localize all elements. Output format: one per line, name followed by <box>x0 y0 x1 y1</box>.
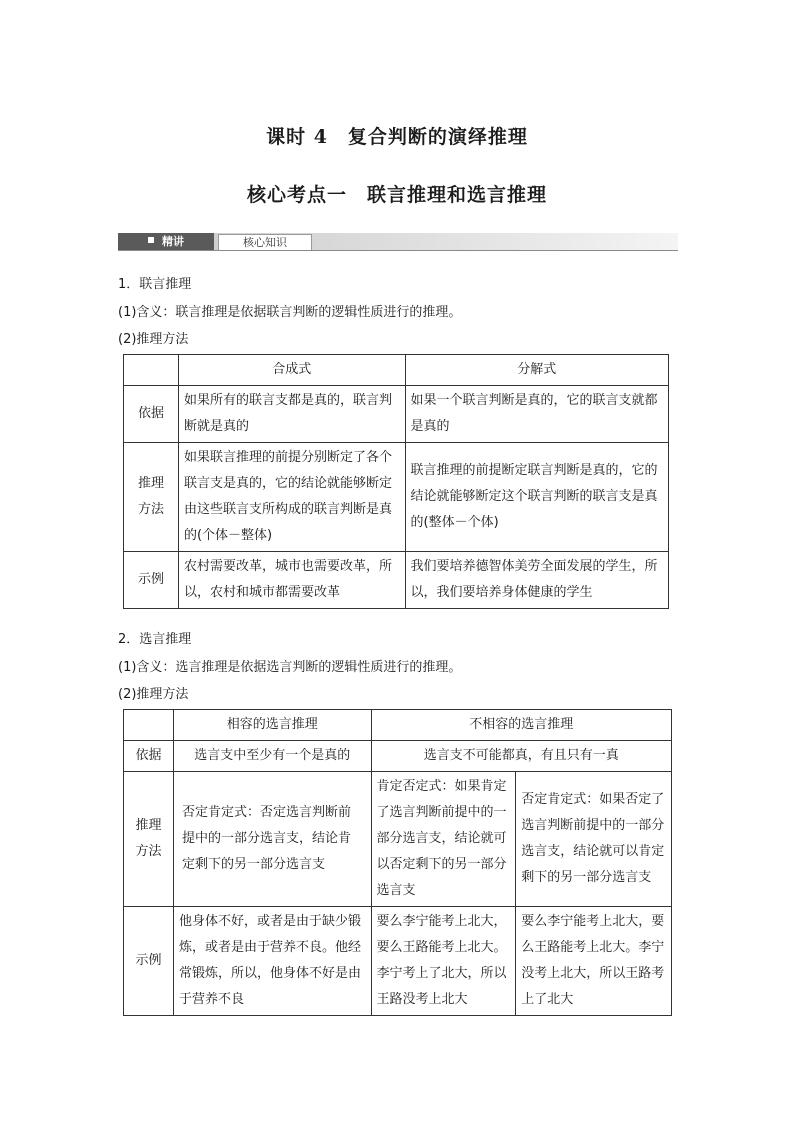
table-row <box>124 386 669 443</box>
table-cell: 选言支不可能都真，有且只有一真 <box>371 741 671 772</box>
row-label: 依据 <box>124 741 174 772</box>
table-corner-cell <box>124 710 174 741</box>
table-row <box>124 552 669 609</box>
lesson-title: 课时 4 复合判断的演绎推理 <box>266 126 528 148</box>
table-cell: 如果一个联言判断是真的，它的联言支就都是真的 <box>405 386 669 443</box>
section-banner <box>118 233 678 251</box>
table-cell: 否定肯定式：否定选言判断前提中的一部分选言支，结论肯定剩下的另一部分选言支 <box>173 772 371 907</box>
part2-definition: (1)含义：选言推理是依据选言判断的逻辑性质进行的推理。 <box>118 660 462 675</box>
banner-tag-lecture <box>118 233 214 251</box>
row-label: 推理方法 <box>124 772 174 907</box>
table-cell: 他身体不好，或者是由于缺少锻炼，或者是由于营养不良。他经常锻炼，所以，他身体不好是由于营养不良 <box>173 907 371 1016</box>
row-label: 示例 <box>124 552 179 609</box>
table-corner-cell <box>124 355 179 386</box>
table-cell: 如果所有的联言支都是真的，联言判断就是真的 <box>178 386 405 443</box>
table-row <box>124 772 672 907</box>
part2-heading: 2．选言推理 <box>118 632 192 647</box>
table-row <box>124 907 672 1016</box>
table-row <box>124 741 672 772</box>
part2-method-label: (2)推理方法 <box>118 687 189 702</box>
part1-definition: (1)含义：联言推理是依据联言判断的逻辑性质进行的推理。 <box>118 305 462 320</box>
banner-tag-core-knowledge: 核心知识 <box>218 234 312 251</box>
table-cell: 要么李宁能考上北大，要么王路能考上北大。李宁没考上北大，所以王路考上了北大 <box>516 907 672 1016</box>
part1-heading: 1．联言推理 <box>118 277 192 292</box>
table-cell: 否定肯定式：如果否定了选言判断前提中的一部分选言支，结论就可以肯定剩下的另一部分选言支 <box>516 772 672 907</box>
row-label: 推理方法 <box>124 443 179 552</box>
column-header: 分解式 <box>405 355 669 386</box>
table-row <box>124 443 669 552</box>
table-cell: 要么李宁能考上北大，要么王路能考上北大。李宁考上了北大，所以王路没考上北大 <box>371 907 516 1016</box>
table-cell: 农村需要改革，城市也需要改革，所以，农村和城市都需要改革 <box>178 552 405 609</box>
part1-method-label: (2)推理方法 <box>118 332 189 347</box>
column-header: 不相容的选言推理 <box>371 710 671 741</box>
table-row <box>124 355 669 386</box>
table-cell: 肯定否定式：如果肯定了选言判断前提中的一部分选言支，结论就可以否定剩下的另一部分选言支 <box>371 772 516 907</box>
table-cell: 选言支中至少有一个是真的 <box>173 741 371 772</box>
table-cell: 如果联言推理的前提分别断定了各个联言支是真的，它的结论就能够断定由这些联言支所构成的联言判断是真的(个体－整体) <box>178 443 405 552</box>
row-label: 示例 <box>124 907 174 1016</box>
section-title: 核心考点一 联言推理和选言推理 <box>246 184 547 206</box>
disjunctive-inference-table <box>123 709 672 1016</box>
column-header: 相容的选言推理 <box>173 710 371 741</box>
banner-tag-lecture-label: 精讲 <box>162 235 184 248</box>
square-bullet-icon <box>148 237 154 243</box>
column-header: 合成式 <box>178 355 405 386</box>
table-cell: 联言推理的前提断定联言判断是真的，它的结论就能够断定这个联言判断的联言支是真的(整体－个体) <box>405 443 669 552</box>
conjunctive-inference-table <box>123 354 669 609</box>
table-cell: 我们要培养德智体美劳全面发展的学生，所以，我们要培养身体健康的学生 <box>405 552 669 609</box>
table-row <box>124 710 672 741</box>
banner-divider <box>118 250 678 251</box>
row-label: 依据 <box>124 386 179 443</box>
